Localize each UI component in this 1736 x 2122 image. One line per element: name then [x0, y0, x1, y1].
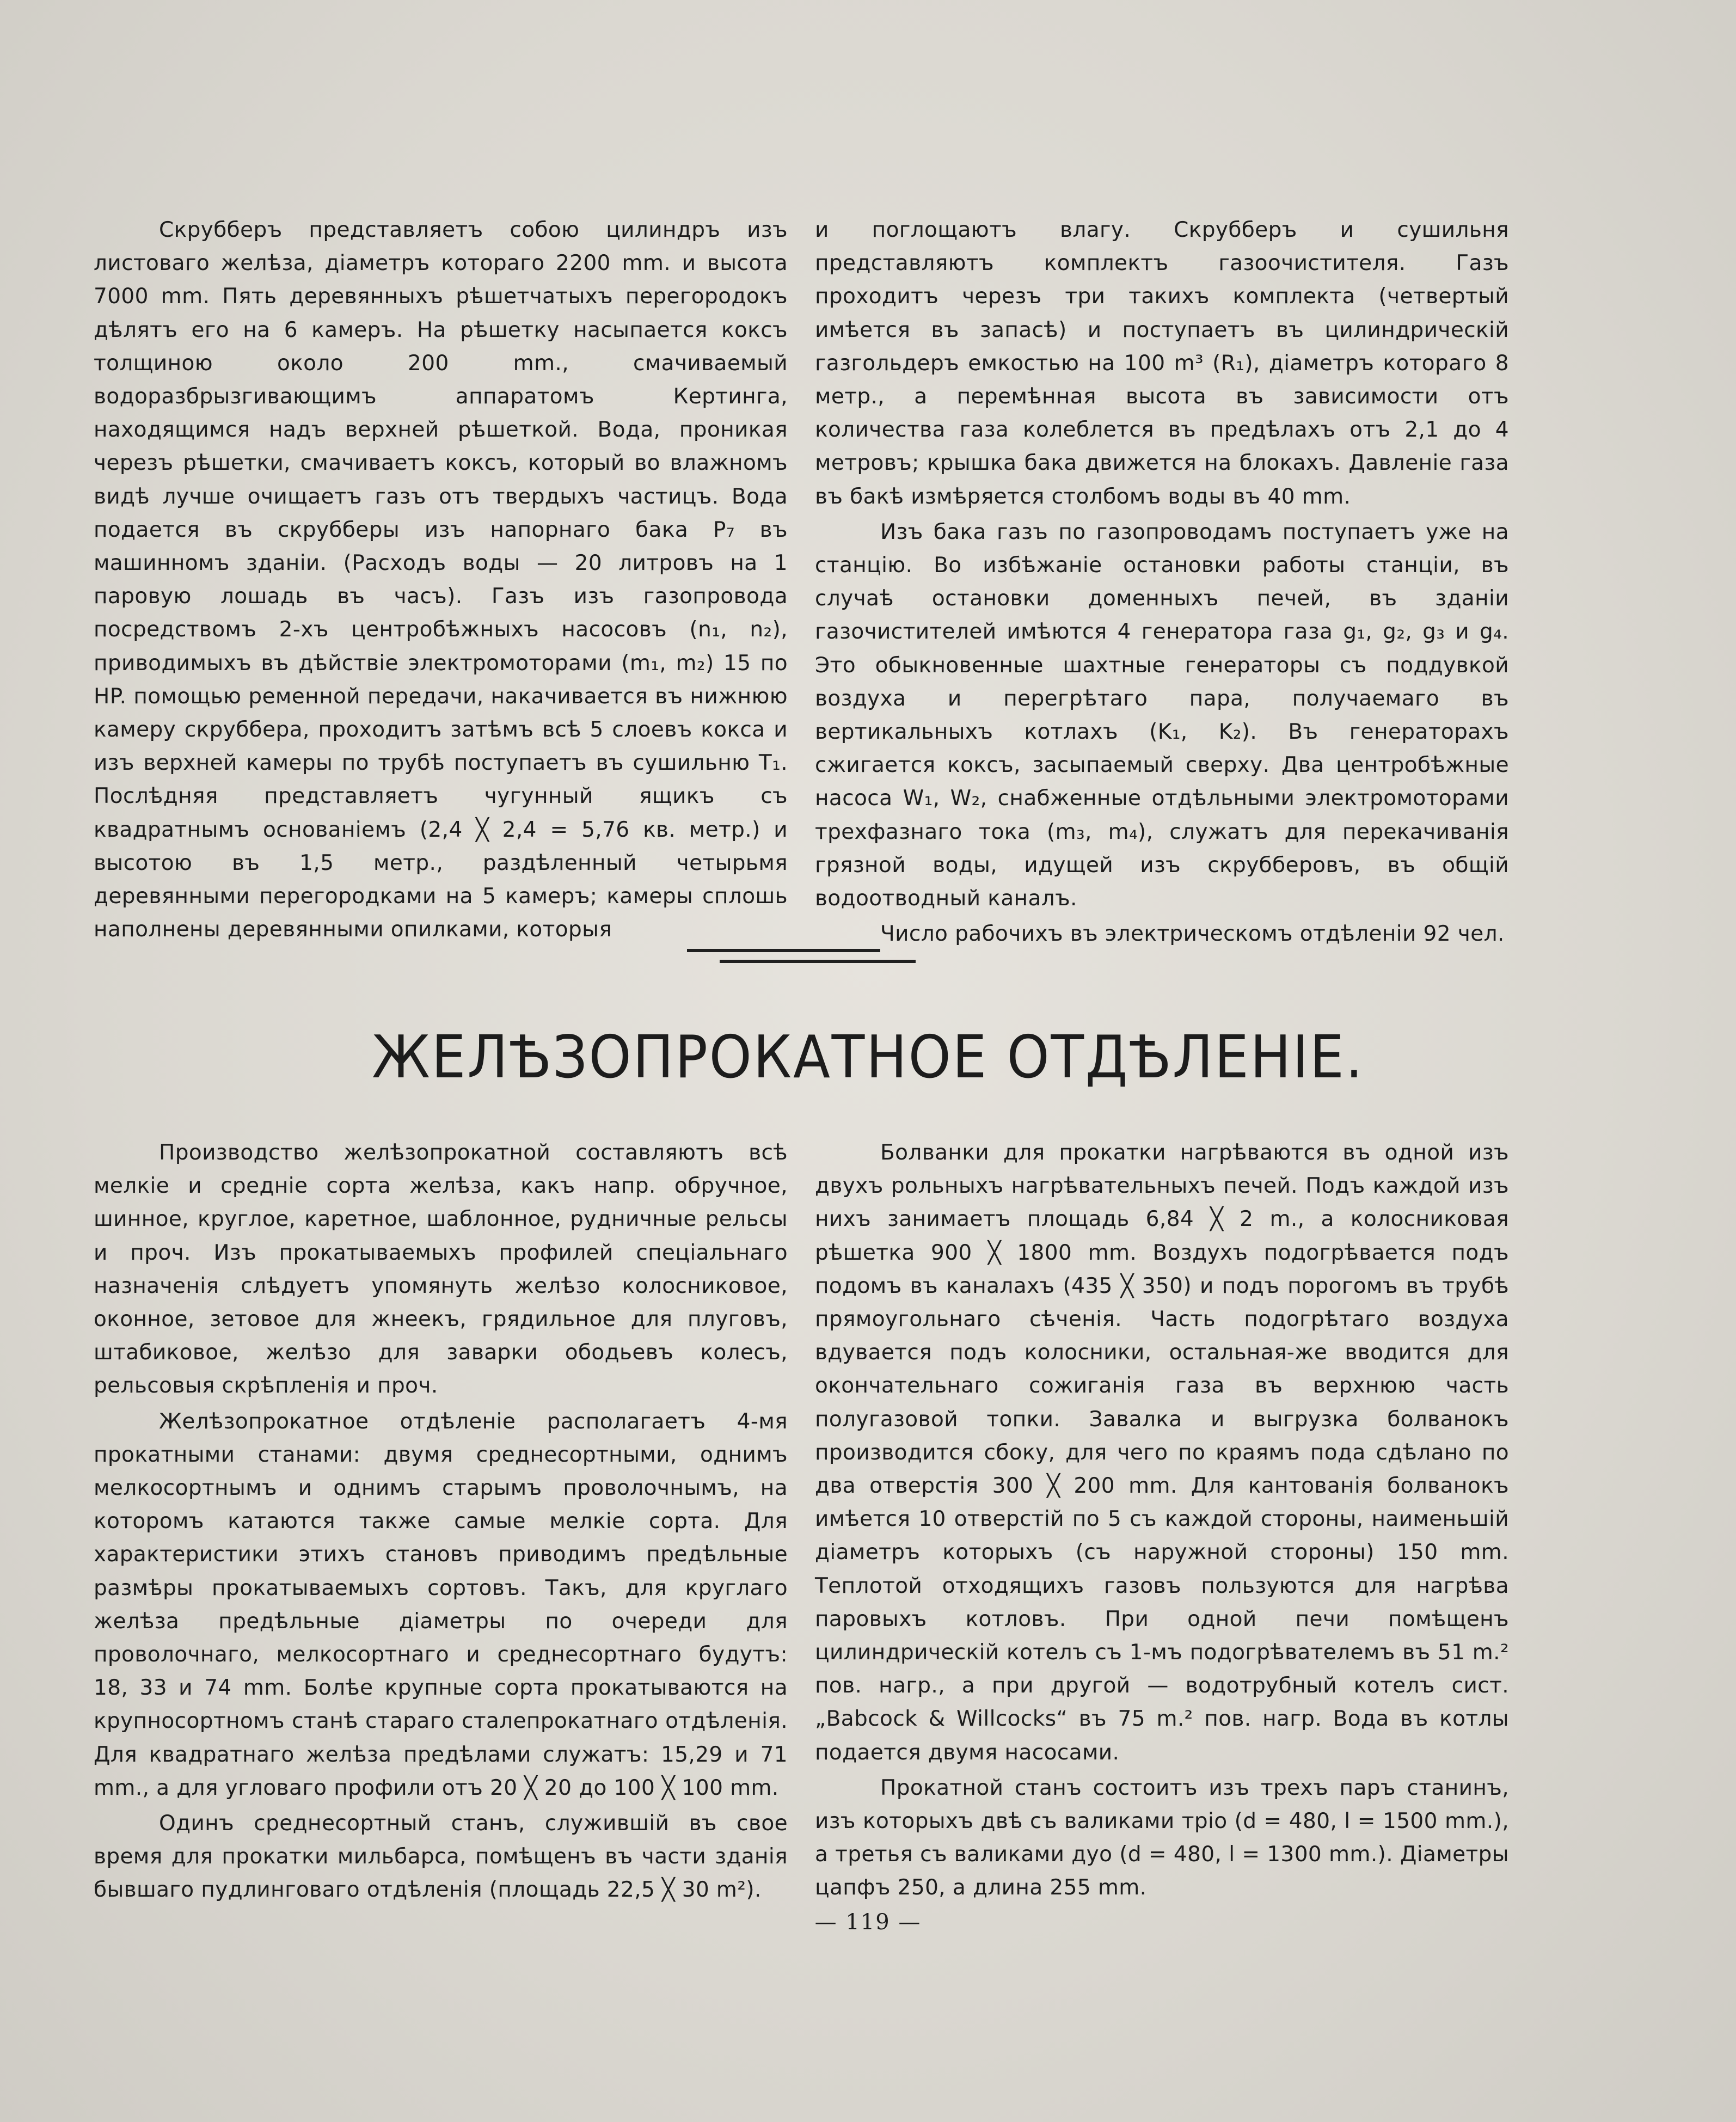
page-number: — 119 —: [814, 1910, 922, 1935]
bottom-left-column: [94, 1136, 788, 1907]
paragraph: Скрубберъ представляетъ собою цилиндръ изъ листоваго желѣза, діаметръ котораго 2200 mm. и высота 7000 mm. Пять деревянныхъ рѣшетчатыхъ перегородокъ дѣлятъ его на 6 камеръ. На рѣшетку насыпается коксъ толщиною около 200 mm., смачиваемый водоразбрызгивающимъ аппаратомъ Кертинга, находящимся надъ верхней рѣшеткой. Вода, проникая черезъ рѣшетки, смачиваетъ коксъ, который во влажномъ видѣ лучше очищаетъ газъ отъ твердыхъ частицъ. Вода подается въ скрубберы изъ напорнаго бака P₇ въ машинномъ зданіи. (Расходъ воды — 20 литровъ на 1 паровую лошадь въ часъ). Газъ изъ газопровода посредствомъ 2-хъ центробѣжныхъ насосовъ (n₁, n₂), приводимыхъ въ дѣйствіе электромоторами (m₁, m₂) 15 по HP. помощью ременной передачи, накачивается въ нижнюю камеру скруббера, проходитъ затѣмъ всѣ 5 слоевъ кокса и изъ верхней камеры по трубѣ поступаетъ въ сушильню T₁. Послѣдняя представляетъ чугунный ящикъ съ квадратнымъ основаніемъ (2,4 ╳ 2,4 = 5,76 кв. метр.) и высотою въ 1,5 метр., раздѣленный четырьмя деревянными перегородками на 5 камеръ; камеры сплошь наполнены деревянными опилками, которыя: [94, 218, 788, 942]
paragraph: Болванки для прокатки нагрѣваются въ одной изъ двухъ рольныхъ нагрѣвательныхъ печей. Подъ каждой изъ нихъ занимаетъ площадь 6,84 ╳ 2 m., а колосниковая рѣшетка 900 ╳ 1800 mm. Воздухъ подогрѣвается подъ подомъ въ каналахъ (435 ╳ 350) и подъ порогомъ въ трубѣ прямоугольнаго сѣченія. Часть подогрѣтаго воздуха вдувается подъ колосники, остальная-же вводится для окончательнаго сожиганія газа въ верхнюю часть полугазовой топки. Завалка и выгрузка болванокъ производится сбоку, для чего по краямъ пода сдѣлано по два отверстія 300 ╳ 200 mm. Для кантованія болванокъ имѣется 10 отверстій по 5 съ каждой стороны, наименьшій діаметръ которыхъ (съ наружной стороны) 150 mm. Теплотой отходящихъ газовъ пользуются для нагрѣва паровыхъ котловъ. При одной печи помѣщенъ цилиндрическій котелъ съ 1-мъ подогрѣвателемъ въ 51 m.² пов. нагр., а при другой — водотрубный котелъ сист. „Babcock & Willcocks“ въ 75 m.² пов. нагр. Вода въ котлы подается двумя насосами.: [815, 1140, 1509, 1765]
paragraph: Число рабочихъ въ электрическомъ отдѣленіи 92 чел.: [880, 922, 1505, 947]
paragraph: Прокатной станъ состоитъ изъ трехъ паръ станинъ, изъ которыхъ двѣ съ валиками тріо (d = 480, l = 1500 mm.), а третья съ валиками дуо (d = 480, l = 1300 mm.). Діаметры цапфъ 250, а длина 255 mm.: [815, 1775, 1509, 1900]
section-divider-rule: [687, 949, 880, 952]
top-text-section: [94, 213, 1509, 950]
paragraph: и поглощаютъ влагу. Скрубберъ и сушильня представляютъ комплектъ газоочистителя. Газъ проходитъ черезъ три такихъ комплекта (четвертый имѣется въ запасѣ) и поступаетъ въ цилиндрическій газгольдеръ емкостью на 100 m³ (R₁), діаметръ котораго 8 метр., а перемѣнная высота въ зависимости отъ количества газа колеблется въ предѣлахъ отъ 2,1 до 4 метровъ; крышка бака движется на блокахъ. Давленіе газа въ бакѣ измѣряется столбомъ воды въ 40 mm.: [815, 218, 1509, 509]
bottom-text-section: [94, 1136, 1509, 1907]
top-right-column: [815, 213, 1509, 950]
paragraph: Желѣзопрокатное отдѣленіе располагаетъ 4-мя прокатными станами: двумя среднесортными, однимъ мелкосортнымъ и однимъ старымъ проволочнымъ, на которомъ катаются также самые мелкіе сорта. Для характеристики этихъ становъ приводимъ предѣльные размѣры прокатываемыхъ сортовъ. Такъ, для круглаго желѣза предѣльные діаметры по очереди для проволочнаго, мелкосортнаго и среднесортнаго будутъ: 18, 33 и 74 mm. Болѣе крупные сорта прокатываются на крупносортномъ станѣ стараго сталепрокатнаго отдѣленія. Для квадратнаго желѣза предѣлами служатъ: 15,29 и 71 mm., а для угловаго профили отъ 20 ╳ 20 до 100 ╳ 100 mm.: [94, 1409, 788, 1800]
paragraph: Одинъ среднесортный станъ, служившій въ свое время для прокатки мильбарса, помѣщенъ въ части зданія бывшаго пудлинговаго отдѣленія (площадь 22,5 ╳ 30 m²).: [94, 1811, 788, 1903]
top-left-column: [94, 213, 788, 950]
paragraph: Производство желѣзопрокатной составляютъ всѣ мелкіе и средніе сорта желѣза, какъ напр. обручное, шинное, круглое, каретное, шаблонное, рудничные рельсы и проч. Изъ прокатываемыхъ профилей спеціальнаго назначенія слѣдуетъ упомянуть желѣзо колосниковое, оконное, зетовое для жнеекъ, грядильное для плуговъ, штабиковое, желѣзо для заварки ободьевъ колесъ, рельсовыя скрѣпленія и проч.: [94, 1140, 788, 1399]
paragraph: Изъ бака газъ по газопроводамъ поступаетъ уже на станцію. Во избѣжаніе остановки работы станціи, въ случаѣ остановки доменныхъ печей, въ зданіи газочистителей имѣются 4 генератора газа g₁, g₂, g₃ и g₄. Это обыкновенные шахтные генераторы съ поддувкой воздуха и перегрѣтаго пара, получаемаго въ вертикальныхъ котлахъ (K₁, K₂). Въ генераторахъ сжигается коксъ, засыпаемый сверху. Два центробѣжные насоса W₁, W₂, снабженные отдѣльными электромоторами трехфазнаго тока (m₃, m₄), служатъ для перекачиванія грязной воды, идущей изъ скрубберовъ, въ общій водоотводный каналъ.: [815, 519, 1509, 911]
section-heading: ЖЕЛѢЗОПРОКАТНОЕ ОТДѢЛЕНІЕ.: [371, 1023, 1365, 1091]
bottom-right-column: [815, 1136, 1509, 1907]
section-divider-rule: [720, 960, 916, 963]
